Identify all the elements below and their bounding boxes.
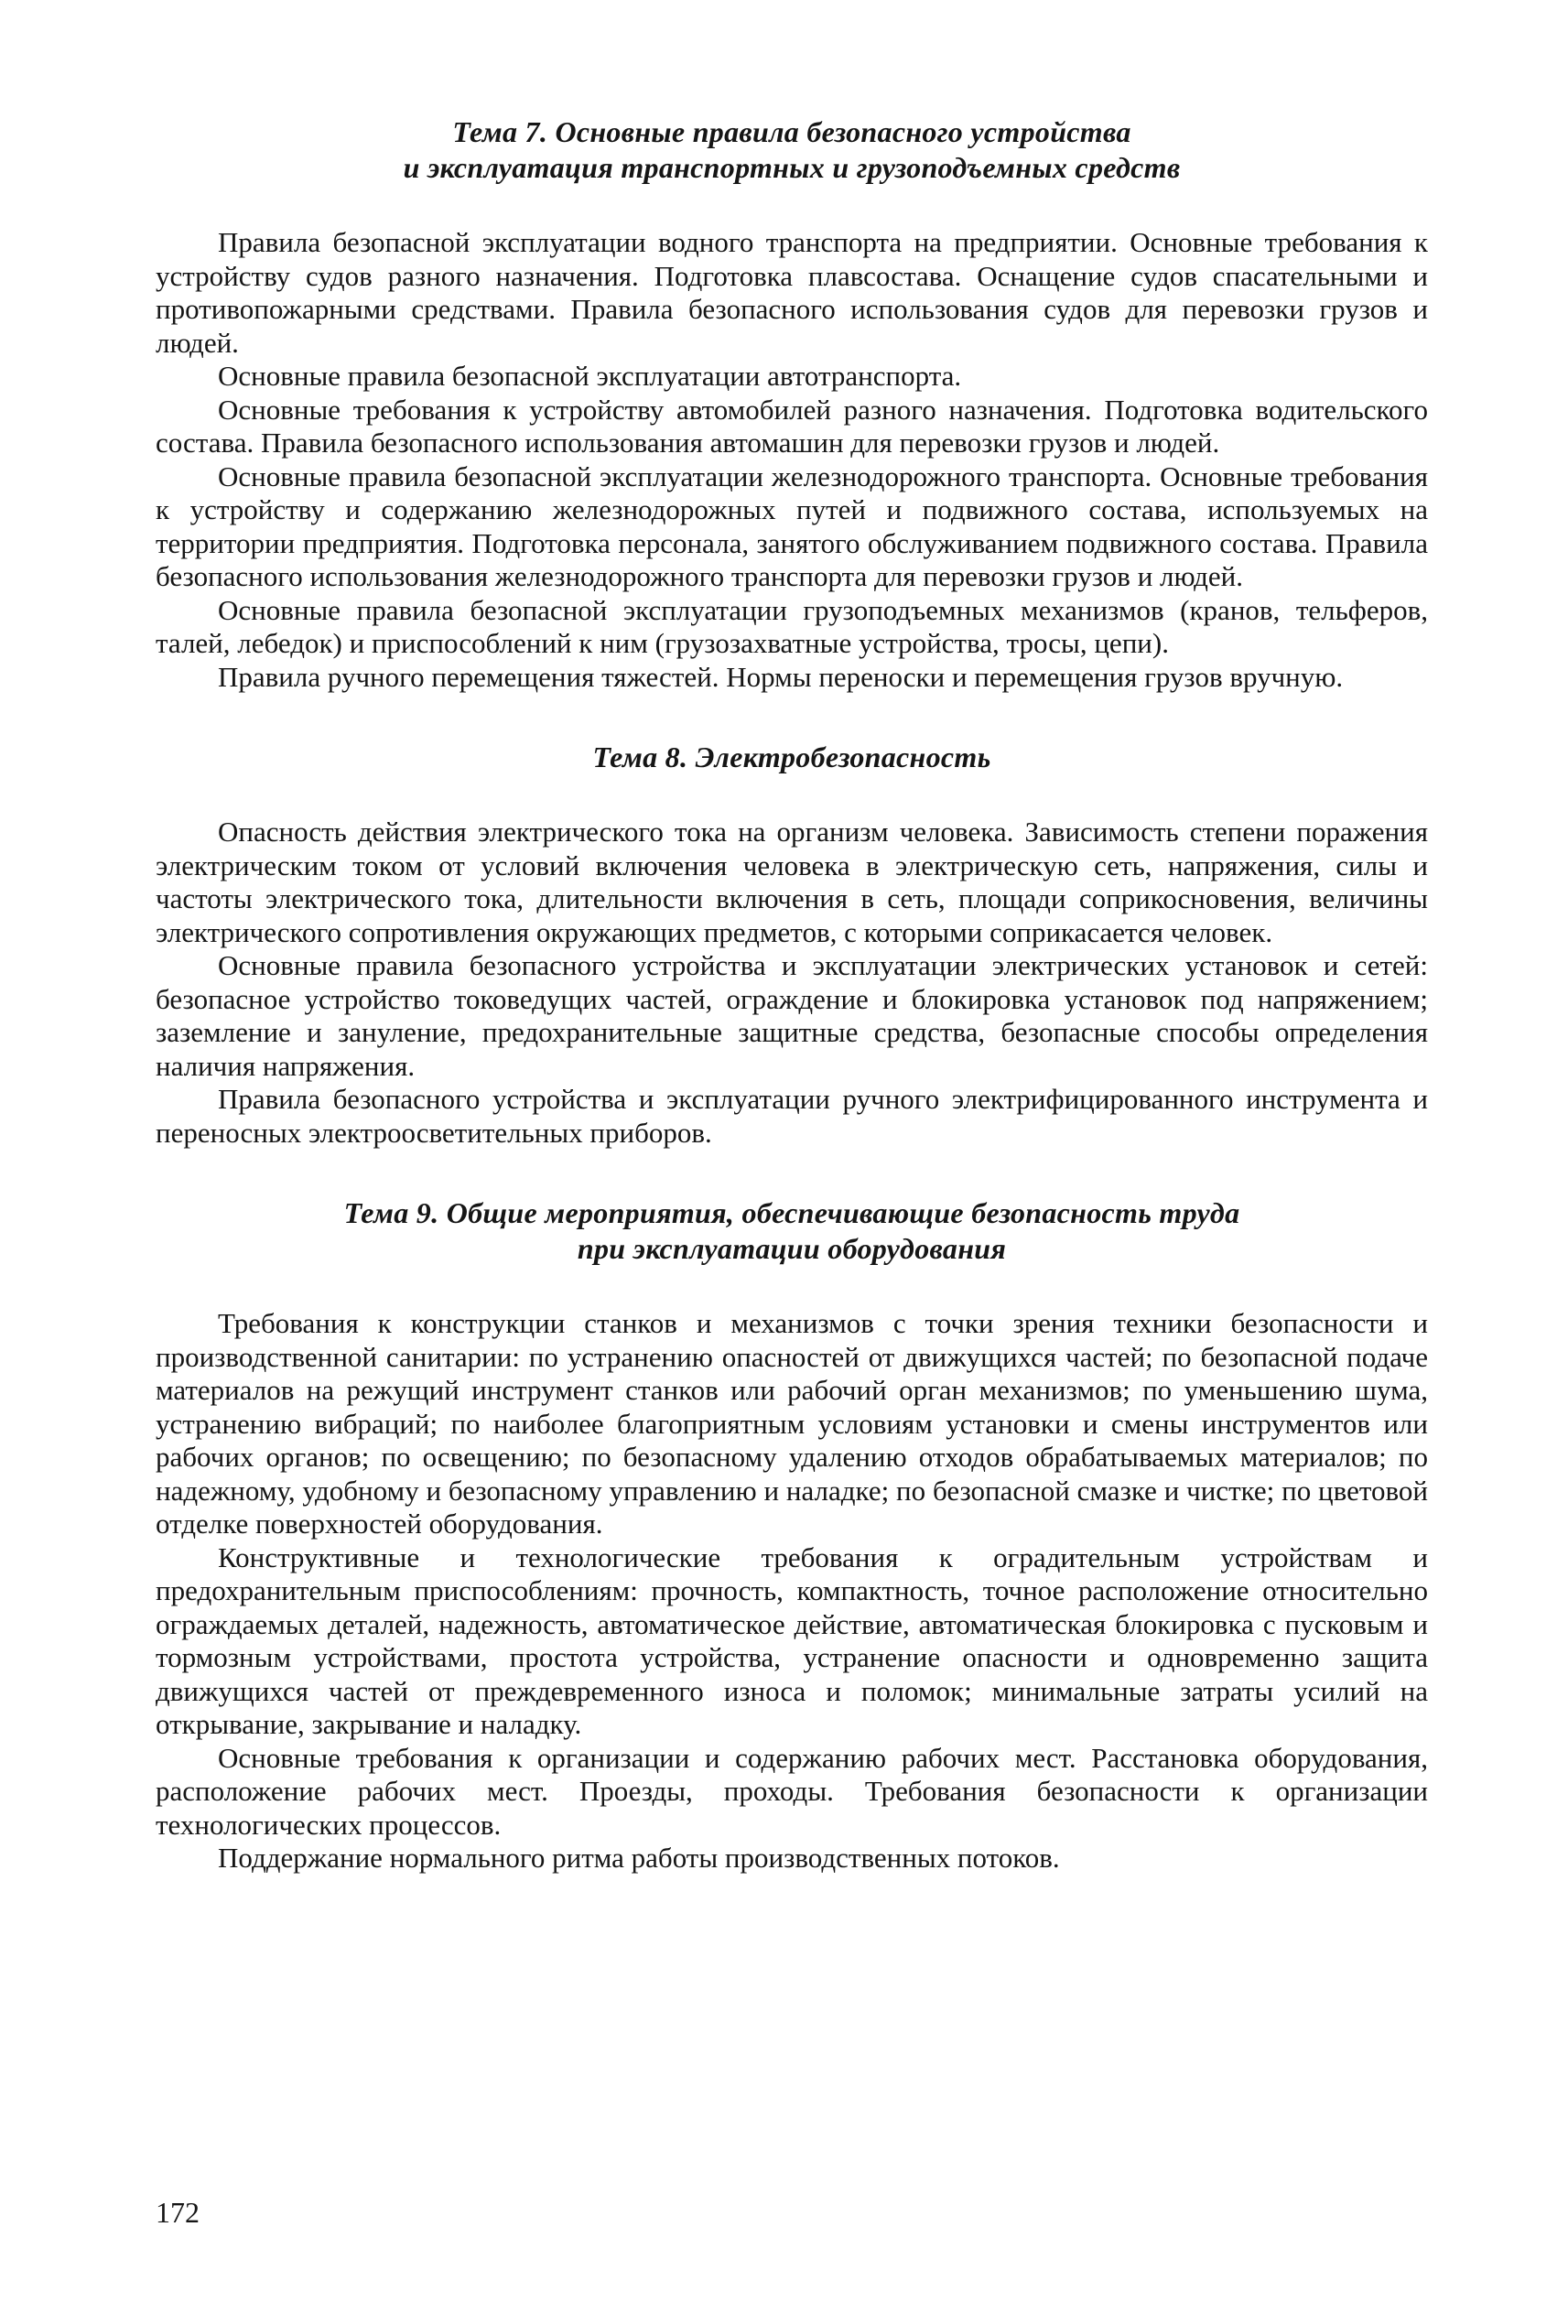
section-heading (156, 114, 1428, 186)
section-topic-7 (156, 114, 1428, 694)
heading-line: Тема 9. Общие мероприятия, обеспечивающие безопасность труда (343, 1196, 1240, 1229)
paragraph: Основные правила безопасной эксплуатации грузоподъемных механизмов (кранов, тельферов, талей, лебедок) и приспособлений к ним (грузозахватные устройства, тросы, цепи). (156, 593, 1428, 659)
heading-line: и эксплуатация транспортных и грузоподъемных средств (403, 151, 1181, 184)
paragraph: Требования к конструкции станков и механизмов с точки зрения техники безопасности и производственной санитарии: по устранению опасностей от движущихся частей; по безопасной подаче материалов на режущий инструмент станков или рабочий орган механизмов; по уменьшению шума, устранению вибраций; по наиболее благоприятным условиям установки и смены инструментов или рабочих органов; по освещению; по безопасному удалению отходов обрабатываемых материалов; по надежному, удобному и безопасному управлению и наладке; по безопасной смазке и чистке; по цветовой отделке поверхностей оборудования. (156, 1307, 1428, 1540)
paragraph: Поддержание нормального ритма работы производственных потоков. (218, 1842, 1060, 1874)
paragraph: Опасность действия электрического тока на организм человека. Зависимость степени поражения электрическим током от условий включения человека в электрическую сеть, напряжения, силы и частоты электрического тока, длительности включения в сеть, площади соприкосновения, величины электрического сопротивления окружающих предметов, с которыми соприкасается человек. (156, 816, 1428, 948)
page-number: 172 (156, 2196, 200, 2229)
paragraph: Основные требования к устройству автомобилей разного назначения. Подготовка водительского состава. Правила безопасного использования автомашин для перевозки грузов и людей. (156, 393, 1428, 459)
paragraph: Правила безопасной эксплуатации водного транспорта на предприятии. Основные требования к устройству судов разного назначения. Подготовка плавсостава. Оснащение судов спасательными и противопожарными средствами. Правила безопасного использования судов для перевозки грузов и людей. (156, 226, 1428, 359)
section-heading (156, 1195, 1428, 1267)
section-heading (156, 740, 1428, 775)
paragraph: Основные правила безопасной эксплуатации железнодорожного транспорта. Основные требования к устройству и содержанию железнодорожных путей и подвижного состава, используемых на территории предприятия. Подготовка персонала, занятого обслуживанием подвижного состава. Правила безопасного использования железнодорожного транспорта для перевозки грузов и людей. (156, 459, 1428, 592)
heading-line: при эксплуатации оборудования (577, 1232, 1007, 1265)
heading-line: Тема 7. Основные правила безопасного устройства (452, 115, 1131, 148)
paragraph: Правила ручного перемещения тяжестей. Нормы переноски и перемещения грузов вручную. (218, 660, 1344, 693)
paragraph: Основные правила безопасного устройства и эксплуатации электрических установок и сетей: безопасное устройство токоведущих частей, ограждение и блокировка установок под напряжением; заземление и зануление, предохранительные защитные средства, безопасные способы определения наличия напряжения. (156, 949, 1428, 1082)
heading-line: Тема 8. Электробезопасность (592, 740, 991, 773)
paragraph: Правила безопасного устройства и эксплуатации ручного электрифицированного инструмента и переносных электроосветительных приборов. (156, 1083, 1428, 1149)
section-topic-8 (156, 740, 1428, 1150)
paragraph: Основные правила безопасной эксплуатации автотранспорта. (218, 360, 962, 392)
paragraph: Основные требования к организации и содержанию рабочих мест. Расстановка оборудования, расположение рабочих мест. Проезды, проходы. Требования безопасности к организации технологических процессов. (156, 1741, 1428, 1841)
paragraph: Конструктивные и технологические требования к оградительным устройствам и предохранительным приспособлениям: прочность, компактность, точное расположение относительно ограждаемых деталей, надежность, автоматическое действие, автоматическая блокировка с пусковым и тормозным устройствами, простота устройства, устранение опасности и одновременно защита движущихся частей от преждевременного износа и поломок; минимальные затраты усилий на открывание, закрывание и наладку. (156, 1540, 1428, 1740)
page-content (156, 114, 1428, 1875)
section-topic-9 (156, 1195, 1428, 1875)
